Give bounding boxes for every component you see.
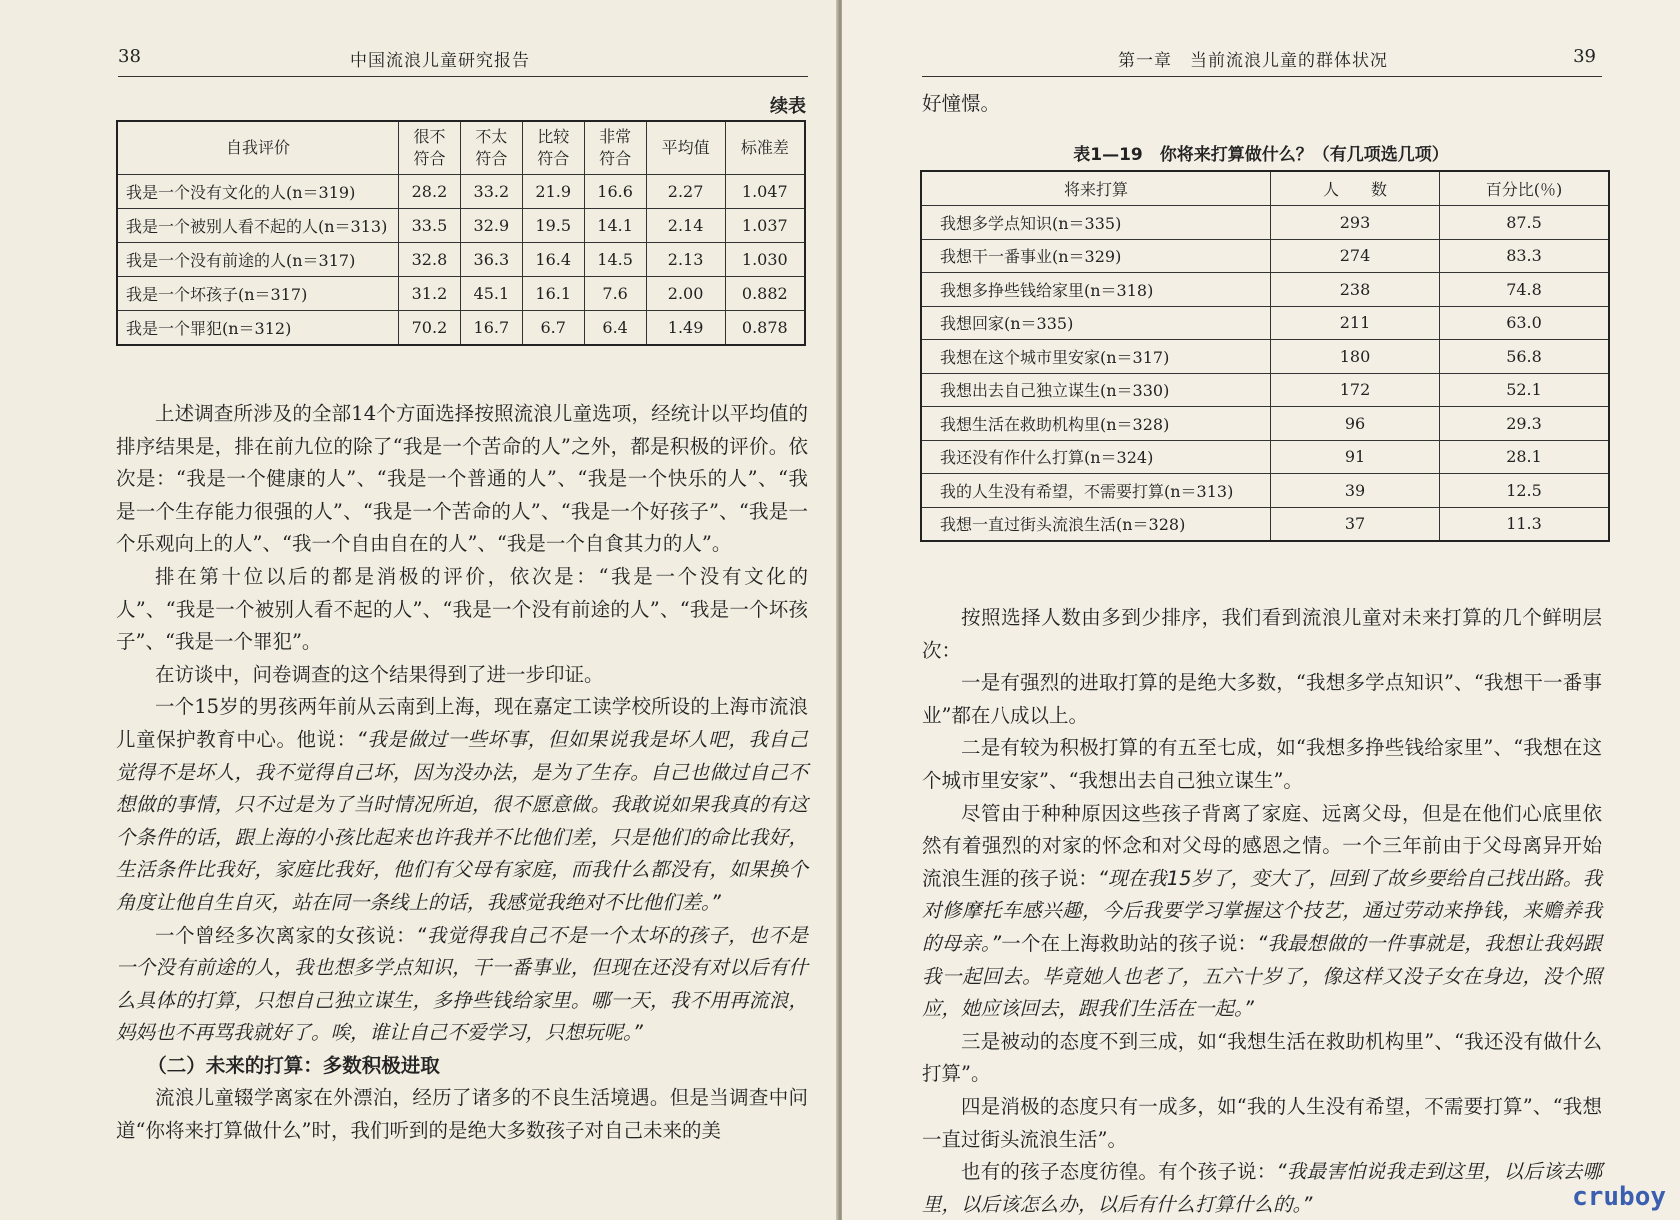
table-cell: 238 (1271, 273, 1440, 307)
column-header: 人 数 (1271, 171, 1440, 206)
table-cell: 我想一直过街头流浪生活(n＝328) (921, 507, 1271, 541)
paragraph: 四是消极的态度只有一成多，如“我的人生没有希望，不需要打算”、“我想一直过街头流浪生活”。 (922, 1094, 1602, 1151)
left-page (0, 0, 838, 1220)
table-cell: 31.2 (399, 277, 461, 311)
paragraph: 排在第十位以后的都是消极的评价，依次是：“我是一个没有文化的人”、“我是一个被别人看不起的人”、“我是一个没有前途的人”、“我是一个坏孩子”、“我是一个罪犯”。 (116, 564, 808, 654)
table-cell: 我想出去自己独立谋生(n＝330) (921, 373, 1271, 407)
table-cell: 45.1 (460, 277, 522, 311)
section-heading: （二）未来的打算：多数积极进取 (147, 1053, 440, 1077)
table-header-row (117, 121, 805, 175)
table-cell: 6.7 (522, 311, 584, 346)
future-plans-table (920, 170, 1610, 542)
table-header-row (921, 171, 1609, 206)
table-row (921, 239, 1609, 273)
paragraph: 流浪儿童辍学离家在外漂泊，经历了诸多的不良生活境遇。但是当调查中问道“你将来打算做什么”时，我们听到的是绝大多数孩子对自己未来的美 (116, 1086, 808, 1143)
paragraph: 一是有强烈的进取打算的是绝大多数，“我想多学点知识”、“我想干一番事业”都在八成以上。 (922, 671, 1602, 727)
table-cell: 0.882 (725, 277, 805, 311)
table-cell: 37 (1271, 507, 1440, 541)
table-cell: 52.1 (1440, 373, 1610, 407)
table-row (921, 273, 1609, 307)
paragraph-text: 一个曾经多次离家的女孩说： (155, 923, 417, 947)
table-cell: 1.047 (725, 175, 805, 209)
table-cell: 96 (1271, 407, 1440, 441)
quoted-speech: “我是做过一些坏事，但如果说我是坏人吧，我自己觉得不是坏人，我不觉得自己坏，因为没办法，是为了生存。自己也做过自己不想做的事情，只不过是为了当时情况所迫，很不愿意做。我敢说如果我真的有这个条件的话，跟上海的小孩比起来也许我并不比他们差，只是他们的命比我好，生活条件比我好，家庭比我好，他们有父母有家庭，而我什么都没有，如果换个角度让他自生自灭，站在同一条线上的话，我感觉我绝对不比他们差。” (116, 727, 808, 914)
table-row (921, 407, 1609, 441)
table-cell: 我想在这个城市里安家(n＝317) (921, 340, 1271, 374)
paragraph-text: 一个15岁的男孩两年前从云南到上海，现在嘉定工读学校所设的上海市流浪儿童保护教育中心。他说： (116, 695, 808, 751)
table-cell: 91 (1271, 440, 1440, 474)
paragraph: 好憧憬。 (922, 92, 1001, 115)
table-cell: 2.14 (646, 209, 725, 243)
paragraph: 在访谈中，问卷调查的这个结果得到了进一步印证。 (155, 662, 604, 686)
right-running-title: 第一章 当前流浪儿童的群体状况 (1118, 51, 1388, 71)
table-cell: 274 (1271, 239, 1440, 273)
column-header: 非常 符合 (584, 121, 646, 175)
table-row (921, 373, 1609, 407)
paragraph (922, 1156, 1602, 1220)
quoted-speech: “我最想做的一件事就是，我想让我妈跟我一起回去。毕竟她人也老了，五六十岁了，像这样又没子女在身边，没个照应，她应该回去，跟我们生活在一起。” (922, 931, 1602, 1021)
column-header: 平均值 (646, 121, 725, 175)
table-cell: 16.7 (460, 311, 522, 346)
table-cell: 我是一个罪犯(n＝312) (117, 311, 399, 346)
table-cell: 28.1 (1440, 440, 1610, 474)
paragraph (922, 798, 1602, 1026)
table-cell: 我想回家(n＝335) (921, 306, 1271, 340)
column-header: 标准差 (725, 121, 805, 175)
left-page-number: 38 (118, 46, 141, 67)
table-cell: 我想多挣些钱给家里(n＝318) (921, 273, 1271, 307)
column-header: 自我评价 (117, 121, 399, 175)
column-header: 百分比(％) (1440, 171, 1610, 206)
column-header: 不太 符合 (460, 121, 522, 175)
table-caption: 表1—19 你将来打算做什么？（有几项选几项） (1073, 145, 1449, 165)
table-cell: 39 (1271, 474, 1440, 508)
table-cell: 14.1 (584, 209, 646, 243)
right-running-header (922, 40, 1602, 77)
column-header: 将来打算 (921, 171, 1271, 206)
left-running-title: 中国流浪儿童研究报告 (350, 51, 530, 71)
left-body-text (116, 398, 808, 1148)
table-cell: 16.1 (522, 277, 584, 311)
table-cell: 我还没有作什么打算(n＝324) (921, 440, 1271, 474)
table-cell: 28.2 (399, 175, 461, 209)
self-evaluation-table (116, 120, 806, 346)
quoted-speech: “现在我15岁了，变大了，回到了故乡要给自己找出路。我对修摩托车感兴趣，今后我要学习掌握这个技艺，通过劳动来挣钱，来赡养我的母亲。” (922, 866, 1602, 955)
table-cell: 70.2 (399, 311, 461, 346)
table-row (921, 206, 1609, 240)
right-page (842, 0, 1680, 1220)
table-cell: 6.4 (584, 311, 646, 346)
table-cell: 1.030 (725, 243, 805, 277)
table-cell: 2.00 (646, 277, 725, 311)
table-row (117, 277, 805, 311)
table-cell: 1.49 (646, 311, 725, 346)
table-cell: 180 (1271, 340, 1440, 374)
table-row (921, 340, 1609, 374)
quoted-speech: “我最害怕说我走到这里，以后该去哪里，以后该怎么办，以后有什么打算什么的。” (922, 1160, 1602, 1216)
right-top-fragment (922, 88, 1602, 121)
table-cell: 14.5 (584, 243, 646, 277)
table-cell: 293 (1271, 206, 1440, 240)
table-cell: 172 (1271, 373, 1440, 407)
paragraph: 三是被动的态度不到三成，如“我想生活在救助机构里”、“我还没有做什么打算”。 (922, 1029, 1602, 1086)
table-cell: 32.9 (460, 209, 522, 243)
table-row (921, 474, 1609, 508)
table-cell: 74.8 (1440, 273, 1610, 307)
table-cell: 16.6 (584, 175, 646, 209)
paragraph: 上述调查所涉及的全部14个方面选择按照流浪儿童选项，经统计以平均值的排序结果是，排在前九位的除了“我是一个苦命的人”之外，都是积极的评价。依次是：“我是一个健康的人”、“我是一个普通的人”、“我是一个快乐的人”、“我是一个生存能力很强的人”、“我是一个苦命的人”、“我是一个好孩子”、“我是一个乐观向上的人”、“我一个自由自在的人”、“我是一个自食其力的人”。 (116, 402, 808, 556)
table-cell: 29.3 (1440, 407, 1610, 441)
table-cell: 0.878 (725, 311, 805, 346)
paragraph (116, 691, 808, 919)
table-cell: 我是一个被别人看不起的人(n＝313) (117, 209, 399, 243)
table-cell: 33.5 (399, 209, 461, 243)
table-row (921, 507, 1609, 541)
table-cell: 36.3 (460, 243, 522, 277)
watermark-text: cruboy (1572, 1182, 1666, 1212)
table-cell: 我是一个没有文化的人(n＝319) (117, 175, 399, 209)
table-cell: 19.5 (522, 209, 584, 243)
table-cell: 我想生活在救助机构里(n＝328) (921, 407, 1271, 441)
table-cell: 16.4 (522, 243, 584, 277)
table-row (117, 175, 805, 209)
table-row (921, 440, 1609, 474)
table-cell: 12.5 (1440, 474, 1610, 508)
paragraph (116, 920, 808, 1050)
table-cell: 11.3 (1440, 507, 1610, 541)
table-cell: 7.6 (584, 277, 646, 311)
table-cell: 211 (1271, 306, 1440, 340)
table-row (117, 243, 805, 277)
table-row (117, 311, 805, 346)
table-cell: 2.27 (646, 175, 725, 209)
table-cell: 32.8 (399, 243, 461, 277)
paragraph: 二是有较为积极打算的有五至七成，如“我想多挣些钱给家里”、“我想在这个城市里安家”、“我想出去自己独立谋生”。 (922, 736, 1602, 792)
table-row (117, 209, 805, 243)
table-cell: 21.9 (522, 175, 584, 209)
table-cell: 1.037 (725, 209, 805, 243)
table-cell: 87.5 (1440, 206, 1610, 240)
right-page-number: 39 (1573, 46, 1596, 67)
table-cell: 我想多学点知识(n＝335) (921, 206, 1271, 240)
quoted-speech: “我觉得我自己不是一个太坏的孩子，也不是一个没有前途的人，我也想多学点知识，干一番事业，但现在还没有对以后有什么具体的打算，只想自己独立谋生，多挣些钱给家里。哪一天，我不用再流浪，妈妈也不再骂我就好了。唉，谁让自己不爱学习，只想玩呢。” (116, 923, 808, 1045)
table-cell: 我是一个坏孩子(n＝317) (117, 277, 399, 311)
paragraph-text: 一个在上海救助站的孩子说： (1001, 931, 1258, 955)
paragraph-text: 也有的孩子态度彷徨。有个孩子说： (961, 1160, 1277, 1184)
left-running-header (118, 40, 808, 77)
table-cell: 83.3 (1440, 239, 1610, 273)
table-cell: 56.8 (1440, 340, 1610, 374)
table-row (921, 306, 1609, 340)
right-body-text (922, 602, 1602, 1220)
table-cell: 我想干一番事业(n＝329) (921, 239, 1271, 273)
table-cell: 63.0 (1440, 306, 1610, 340)
table-cell: 33.2 (460, 175, 522, 209)
paragraph-text: 尽管由于种种原因这些孩子背离了家庭、远离父母，但是在他们心底里依然有着强烈的对家的怀念和对父母的感恩之情。一个三年前由于父母离异开始流浪生涯的孩子说： (922, 801, 1602, 890)
table-cell: 我的人生没有希望，不需要打算(n＝313) (921, 474, 1271, 508)
continued-table-label: 续表 (770, 96, 806, 117)
table-cell: 2.13 (646, 243, 725, 277)
column-header: 比较 符合 (522, 121, 584, 175)
column-header: 很不 符合 (399, 121, 461, 175)
paragraph: 按照选择人数由多到少排序，我们看到流浪儿童对未来打算的几个鲜明层次： (922, 606, 1602, 662)
table-cell: 我是一个没有前途的人(n＝317) (117, 243, 399, 277)
